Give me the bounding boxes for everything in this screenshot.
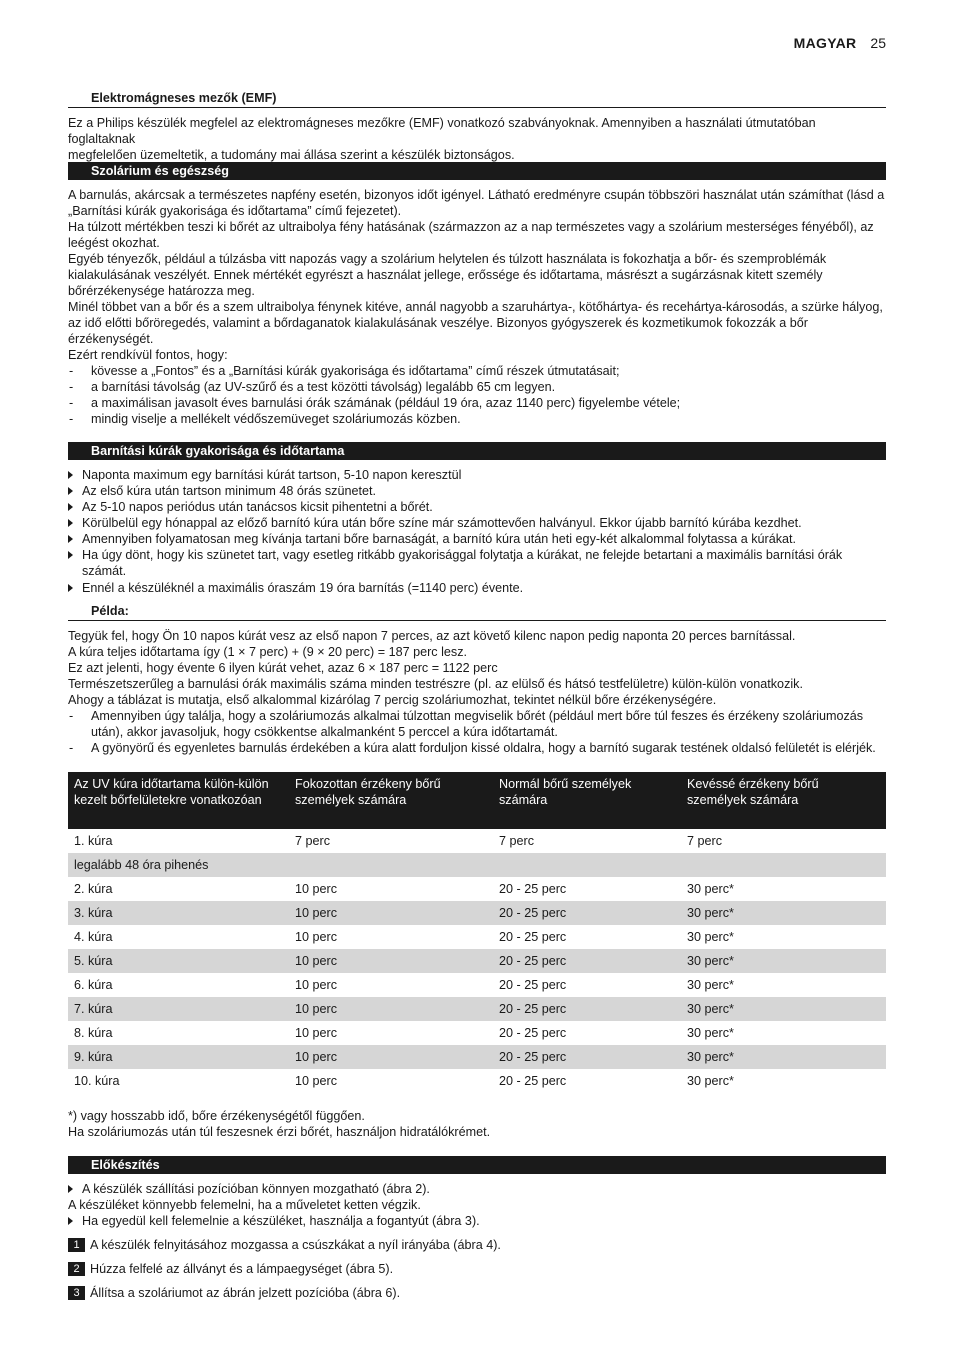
tanning-schedule-table: [68, 772, 886, 1093]
bullet-triangle-icon: [68, 1217, 73, 1225]
bullet-triangle-icon: [68, 503, 73, 511]
step-number: 2: [68, 1262, 85, 1276]
table-cell: 8. kúra: [74, 1026, 113, 1040]
example-line: Tegyük fel, hogy Ön 10 napos kúrát vesz az első napon 7 perces, az azt követő kilenc napon pedig naponta 20 perces barnítással.: [68, 629, 796, 643]
health-heading: Szolárium és egészség: [68, 162, 886, 180]
table-cell: 10 perc: [289, 997, 493, 1021]
table-row: [68, 949, 886, 973]
step-item: 3 Állítsa a szoláriumot az ábrán jelzett pozícióba (ábra 6).: [68, 1285, 886, 1301]
bullet-item: Körülbelül egy hónappal az előző barnító kúra után bőre színe már számottevően halványul. Ekkor újabb barnító kúrába kezdhet.: [68, 515, 886, 531]
bullet-item: Naponta maximum egy barnítási kúrát tartson, 5-10 napon keresztül: [68, 467, 886, 483]
table-cell: 30 perc*: [687, 930, 734, 944]
table-cell: 10 perc: [295, 978, 338, 992]
health-line: Egyéb tényezők, például a túlzásba vitt napozás vagy a szolárium helytelen és túlzott használata is fokozhatja a bőr- és szemproblémák: [68, 252, 827, 266]
table-notes: [68, 1108, 886, 1140]
bullet-triangle-icon: [68, 471, 73, 479]
table-cell: 1. kúra: [74, 834, 113, 848]
emf-line: megfelelően üzemeltetik, a tudomány mai állása szerint a készülék biztonságos.: [68, 148, 515, 162]
bullet-triangle-icon: [68, 1185, 73, 1193]
emf-line: Ez a Philips készülék megfelel az elektromágneses mezőkre (EMF) vonatkozó szabványoknak. Amennyiben a használati útmutatóban foglaltaknak: [68, 116, 816, 146]
example-line: Ez azt jelenti, hogy évente 6 ilyen kúrát vehet, azaz 6 × 187 perc = 1122 perc: [68, 661, 498, 675]
table-header-cell: Kevéssé érzékeny bőrű személyek számára: [681, 772, 886, 829]
table-row: [68, 1045, 886, 1069]
table-cell: 30 perc*: [681, 901, 886, 925]
table-row: [68, 901, 886, 925]
bullet-triangle-icon: [68, 519, 73, 527]
table-cell: 5. kúra: [68, 949, 289, 973]
table-header-row: [68, 772, 886, 829]
health-dash-item: - a barnítási távolság (az UV-szűrő és a test közötti távolság) legalább 65 cm legyen.: [68, 379, 886, 395]
table-cell: 10 perc: [289, 901, 493, 925]
health-dash-item: - a maximálisan javasolt éves barnulási órák számának (például 19 óra, azaz 1140 perc) figyelembe vétele;: [68, 395, 886, 411]
table-cell: 30 perc*: [687, 978, 734, 992]
example-line: Ahogy a táblázat is mutatja, első alkalommal kizárólag 7 percig szoláriumozhat, tekintet nélkül bőre érzékenységére.: [68, 693, 717, 707]
table-cell: 7 perc: [499, 834, 535, 848]
table-cell: 20 - 25 perc: [499, 978, 567, 992]
note-line: Ha szoláriumozás után túl feszesnek érzi bőrét, használjon hidratálókrémet.: [68, 1125, 491, 1139]
table-cell: 10 perc: [295, 930, 338, 944]
table-cell: 4. kúra: [74, 930, 113, 944]
step-number: 3: [68, 1286, 85, 1300]
health-line: Ha túlzott mértékben teszi ki bőrét az ultraibolya fény hatásának (származzon az a nap természetes vagy a szolárium mesterséges fényéből), az: [68, 220, 874, 234]
table-body: [68, 829, 886, 1093]
table-cell: 2. kúra: [74, 882, 113, 896]
table-header-cell: Fokozottan érzékeny bőrű személyek számára: [289, 772, 493, 829]
health-text: [68, 187, 886, 427]
table-row: [68, 973, 886, 997]
health-dash-item: - kövesse a „Fontos” és a „Barnítási kúrák gyakorisága és időtartama” című részek útmutatásait;: [68, 363, 886, 379]
table-cell: 7 perc: [687, 834, 723, 848]
table-cell: 20 - 25 perc: [499, 1026, 567, 1040]
example-dash-item: - Amennyiben úgy találja, hogy a szoláriumozás alkalmai túlzottan megviselik bőrét (például mert bőre túl feszes és érzékeny szoláriumozás után), akkor javasoljuk, hogy csökkentse alkalmanként 5 perccel a kúra időtartamát.: [68, 708, 886, 740]
table-cell: 7 perc: [295, 834, 331, 848]
table-cell: 10 perc: [289, 1045, 493, 1069]
health-line: leégést okozhat.: [68, 236, 160, 250]
bullet-item: Ha egyedül kell felemelnie a készüléket, használja a fogantyút (ábra 3).: [68, 1213, 886, 1229]
example-line: A kúra teljes időtartama így (1 × 7 perc) + (9 × 20 perc) = 187 perc lesz.: [68, 645, 468, 659]
table-row: [68, 877, 886, 901]
health-line: Ezért rendkívül fontos, hogy:: [68, 348, 228, 362]
table-cell: 20 - 25 perc: [499, 930, 567, 944]
example-text: [68, 628, 886, 756]
table-row: [68, 853, 886, 877]
table-cell: [493, 853, 681, 877]
health-line: „Barnítási kúrák gyakorisága és időtartama” című fejezetet).: [68, 204, 402, 218]
bullet-item: Az 5-10 napos periódus után tanácsos kicsit pihentetni a bőrét.: [68, 499, 886, 515]
bullet-item: Ha úgy dönt, hogy kis szünetet tart, vagy esetleg ritkább gyakorisággal folytatja a kúrákat, ne felejde betartani a maximális barnítási órák számát.: [68, 547, 886, 579]
health-line: Minél többet van a bőr és a szem ultraibolya fénynek kitéve, annál nagyobb a szaruhártya-, kötőhártya- és recehártya-károsodás, a szürke hályog,: [68, 300, 883, 314]
step-number: 1: [68, 1238, 85, 1252]
frequency-list: [68, 467, 886, 596]
health-line: az idő előtti bőröregedés, valamint a bőrdaganatok kialakulásának veszélye. Bizonyos gyógyszerek és kozmetikumok fokozzák a bőr: [68, 316, 808, 330]
step-item: 2 Húzza felfelé az állványt és a lámpaegységet (ábra 5).: [68, 1261, 886, 1277]
bullet-item: Ennél a készüléknél a maximális óraszám 19 óra barnítás (=1140 perc) évente.: [68, 580, 886, 596]
prep-content: [68, 1181, 886, 1301]
table-cell: legalább 48 óra pihenés: [68, 853, 289, 877]
health-line: kialakulásának veszélyét. Ennek mértékét egyrészt a használat jellege, erőssége és időtartama, másrészt a sugárzásnak kitett személy: [68, 268, 823, 282]
table-row: [68, 1021, 886, 1045]
bullet-item: Az első kúra után tartson minimum 48 órás szünetet.: [68, 483, 886, 499]
table-cell: 10 perc: [295, 882, 338, 896]
table-cell: [681, 853, 886, 877]
table-cell: 10. kúra: [74, 1074, 120, 1088]
table-header-cell: Az UV kúra időtartama külön-külön kezelt bőrfelületekre vonatkozóan: [68, 772, 289, 829]
table-row: [68, 997, 886, 1021]
emf-heading: Elektromágneses mezők (EMF): [68, 91, 886, 108]
bullet-triangle-icon: [68, 584, 73, 592]
table-cell: 20 - 25 perc: [499, 882, 567, 896]
health-line: érzékenységét.: [68, 332, 154, 346]
emf-text: [68, 115, 886, 163]
table-cell: 30 perc*: [681, 997, 886, 1021]
page-header: [586, 35, 886, 51]
health-dash-item: - mindig viselje a mellékelt védőszemüveget szoláriumozás közben.: [68, 411, 886, 427]
table-cell: 30 perc*: [687, 1026, 734, 1040]
table-cell: 30 perc*: [687, 882, 734, 896]
table-cell: 30 perc*: [681, 949, 886, 973]
frequency-heading: Barnítási kúrák gyakorisága és időtartama: [68, 442, 886, 460]
table-cell: 9. kúra: [68, 1045, 289, 1069]
table-row: [68, 829, 886, 853]
footnote: *) vagy hosszabb idő, bőre érzékenységétől függően.: [68, 1109, 365, 1123]
table-cell: 6. kúra: [74, 978, 113, 992]
table-cell: 20 - 25 perc: [493, 1045, 681, 1069]
example-line: Természetszerűleg a barnulási órák maximális száma minden testrészre (pl. az elülső és hátsó testfelületre) külön-külön vonatkozik.: [68, 677, 803, 691]
health-line: bőrérzékenysége határozza meg.: [68, 284, 255, 298]
table-header-cell: Normál bőrű személyek számára: [493, 772, 681, 829]
table-cell: 20 - 25 perc: [493, 949, 681, 973]
table-cell: 20 - 25 perc: [493, 901, 681, 925]
example-heading: Példa:: [68, 604, 886, 621]
table-cell: [289, 853, 493, 877]
bullet-triangle-icon: [68, 487, 73, 495]
bullet-item: Amennyiben folyamatosan meg kívánja tartani bőre barnaságát, a barnító kúra után heti egy-két alkalommal folytassa a kúrákat.: [68, 531, 886, 547]
health-line: A barnulás, akárcsak a természetes napfény esetén, bizonyos időt igényel. Látható eredményre csupán többszöri használat után számíthat (lásd a: [68, 188, 885, 202]
table-cell: 20 - 25 perc: [493, 997, 681, 1021]
table-cell: 7. kúra: [68, 997, 289, 1021]
table-row: [68, 925, 886, 949]
bullet-item: A készülék szállítási pozícióban könnyen mozgatható (ábra 2).: [68, 1181, 886, 1197]
step-item: 1 A készülék felnyitásához mozgassa a csúszkákat a nyíl irányába (ábra 4).: [68, 1237, 886, 1253]
table-cell: 10 perc: [289, 949, 493, 973]
table-cell: 10 perc: [295, 1026, 338, 1040]
table-cell: 10 perc: [295, 1074, 338, 1088]
example-dash-item: - A gyönyörű és egyenletes barnulás érdekében a kúra alatt forduljon kissé oldalra, hogy a barnító sugarak testének oldalsó felületét is elérjék.: [68, 740, 886, 756]
table-cell: 3. kúra: [68, 901, 289, 925]
table-cell: 30 perc*: [687, 1074, 734, 1088]
prep-note: A készüléket könnyebb felemelni, ha a műveletet ketten végzik.: [68, 1198, 421, 1212]
bullet-triangle-icon: [68, 535, 73, 543]
page-number: 25: [870, 35, 886, 51]
prep-heading: Előkészítés: [68, 1156, 886, 1174]
table-cell: 20 - 25 perc: [499, 1074, 567, 1088]
bullet-triangle-icon: [68, 551, 73, 559]
table-cell: 30 perc*: [681, 1045, 886, 1069]
table-row: [68, 1069, 886, 1093]
language-label: MAGYAR: [793, 35, 857, 51]
